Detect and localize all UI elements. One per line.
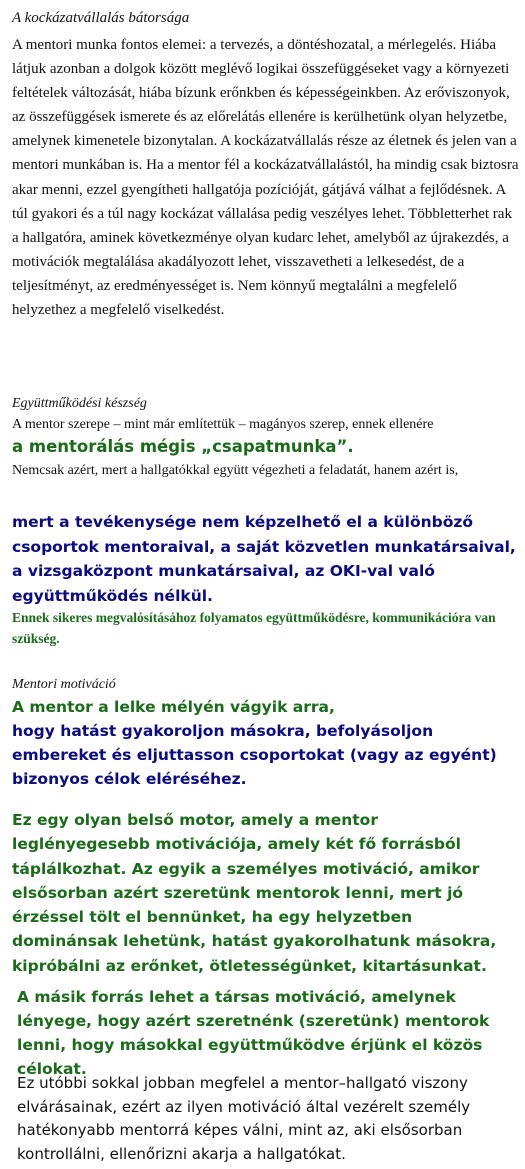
section-heading-cooperation: Együttműködési készség [12,396,147,411]
risk-taking-paragraph: A mentori munka fontos elemei: a tervezés, a döntéshozatal, a mérlegelés. Hiába látjuk azonban a dolgok között meglévő logikai összefüggéseket vagy a környezeti feltételek változását, hiába bízunk erőnkben és képességeinkben. Az erőviszonyok, az összefüggések ismerete és az előrelátás ellenére is kerülhetünk olyan helyzetbe, amelynek kimenetele bizonytalan. A kockázatvállalás része az életnek és jelen van a mentori munkában is. Ha a mentor fél a kockázatvállalástól, ha mindig csak biztosra akar menni, ezzel gyengítheti hallgatója pozícióját, gátjává válhat a fejlődésnek. A túl gyakori és a túl nagy kockázat vállalása pedig veszélyes lehet. Többletterhet rak a hallgatóra, aminek következménye olyan kudarc lehet, amelyből az újrakezdés, a motivációk megtalálása akadályozott lehet, visszavetheti a lelkesedést, de a teljesítményt, az eredményességet is. Nem könnyű megtalálni a megfelelő helyzethez a megfelelő viselkedést. [12,37,519,319]
cooperation-blue-emphasis: mert a tevékenysége nem képzelhető el a különböző csoportok mentoraival, a saját közvetlen munkatársaival, a vizsgaközpont munkatársaival, az OKI-val való együttműködés nélkül. [12,513,516,605]
motivation-green-paragraph-2: A másik forrás lehet a társas motiváció, amelynek lényege, hogy azért szeretnénk (szeretünk) mentorok lenni, hogy másokkal együttműködve érjünk el közös célokat. [17,988,490,1078]
cooperation-green-emphasis: a mentorálás mégis „csapatmunka”. [12,437,354,456]
section-heading-motivation: Mentori motiváció [12,677,116,692]
motivation-green-paragraph: Ez egy olyan belső motor, amely a mentor leglényegesebb motivációja, amely két fő forrásból táplálkozhat. Az egyik a személyes motiváció, amikor elsősorban azért szeretünk mentorok lenni, mert jó érzéssel tölt el bennünket, ha egy helyzetben dominánsak lehetünk, hatást gyakorolhatunk másokra, kipróbálni az erőnket, ötletességünket, kitartásunkat. [12,811,497,975]
motivation-green-line: A mentor a lelke mélyén vágyik arra, [12,698,335,716]
section-heading-risk-taking: A kockázatvállalás bátorsága [12,10,190,26]
cooperation-plain-text: Nemcsak azért, mert a hallgatókkal együtt végezheti a feladatát, hanem azért is, [12,463,459,478]
motivation-blue-emphasis: hogy hatást gyakoroljon másokra, befolyásoljon embereket és eljuttasson csoportokat (vagy az egyént) bizonyos célok eléréséhez. [12,722,497,788]
motivation-closing-paragraph: Ez utóbbi sokkal jobban megfelel a mentor–hallgató viszony elvárásainak, ezért az ilyen motiváció által vezérelt személy hatékonyabb mentorrá képes válni, mint az, aki elsősorban kontrollálni, ellenőrizni akarja a hallgatókat. [17,1074,471,1163]
cooperation-intro: A mentor szerepe – mint már említettük – magányos szerep, ennek ellenére [12,417,434,432]
cooperation-note: Ennek sikeres megvalósításához folyamatos együttműködésre, kommunikációra van szükség. [12,610,496,646]
